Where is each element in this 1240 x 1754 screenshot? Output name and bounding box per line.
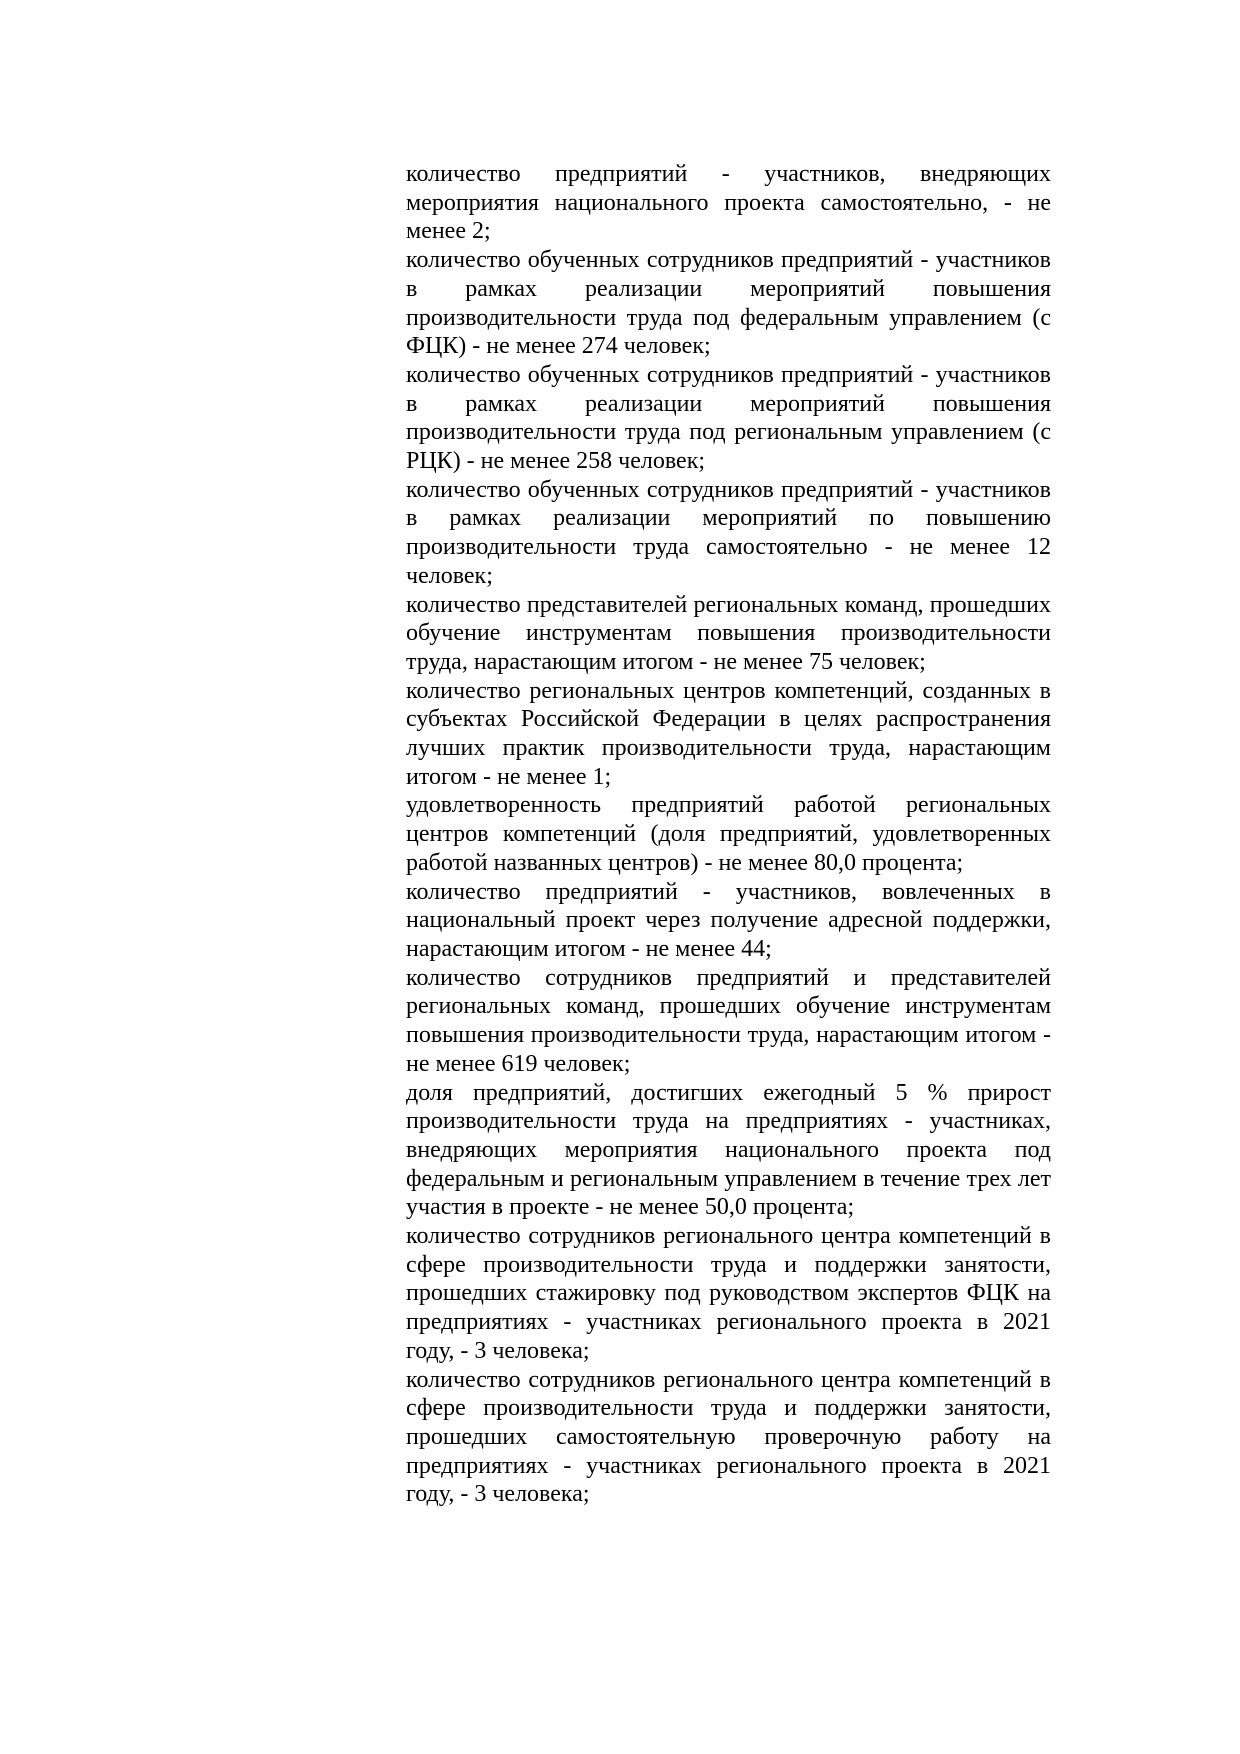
paragraph: количество сотрудников предприятий и представителей региональных команд, прошедших обучение инструментам повышения производительности труда, нарастающим итогом - не менее 619 человек;: [406, 964, 1051, 1077]
paragraph: доля предприятий, достигших ежегодный 5 % прирост производительности труда на предприятиях - участниках, внедряющих мероприятия национального проекта под федеральным и региональным управлением в течение трех лет участия в проекте - не менее 50,0 процента;: [406, 1079, 1051, 1221]
paragraph: удовлетворенность предприятий работой региональных центров компетенций (доля предприятий, удовлетворенных работой названных центров) - не менее 80,0 процента;: [406, 792, 1051, 876]
paragraph: количество обученных сотрудников предприятий - участников в рамках реализации мероприятий по повышению производительности труда самостоятельно - не менее 12 человек;: [406, 476, 1051, 589]
paragraph: количество региональных центров компетенций, созданных в субъектах Российской Федерации в целях распространения лучших практик производительности труда, нарастающим итогом - не менее 1;: [406, 677, 1051, 790]
paragraph: количество представителей региональных команд, прошедших обучение инструментам повышения производительности труда, нарастающим итогом - не менее 75 человек;: [406, 591, 1051, 675]
paragraph: количество предприятий - участников, внедряющих мероприятия национального проекта самостоятельно, - не менее 2;: [406, 161, 1051, 245]
paragraph: количество обученных сотрудников предприятий - участников в рамках реализации мероприятий повышения производительности труда под региональным управлением (с РЦК) - не менее 258 человек;: [406, 361, 1051, 475]
paragraph: количество сотрудников регионального центра компетенций в сфере производительности труда и поддержки занятости, прошедших стажировку под руководством экспертов ФЦК на предприятиях - участниках регионального проекта в 2021 году, - 3 человека;: [406, 1223, 1051, 1364]
paragraph: количество предприятий - участников, вовлеченных в национальный проект через получение адресной поддержки, нарастающим итогом - не менее 44;: [406, 878, 1051, 962]
paragraph: количество сотрудников регионального центра компетенций в сфере производительности труда и поддержки занятости, прошедших самостоятельную проверочную работу на предприятиях - участниках регионального проекта в 2021 году, - 3 человека;: [406, 1366, 1051, 1508]
document-body: [406, 160, 1051, 1509]
paragraph: количество обученных сотрудников предприятий - участников в рамках реализации мероприятий повышения производительности труда под федеральным управлением (с ФЦК) - не менее 274 человек;: [406, 247, 1051, 360]
